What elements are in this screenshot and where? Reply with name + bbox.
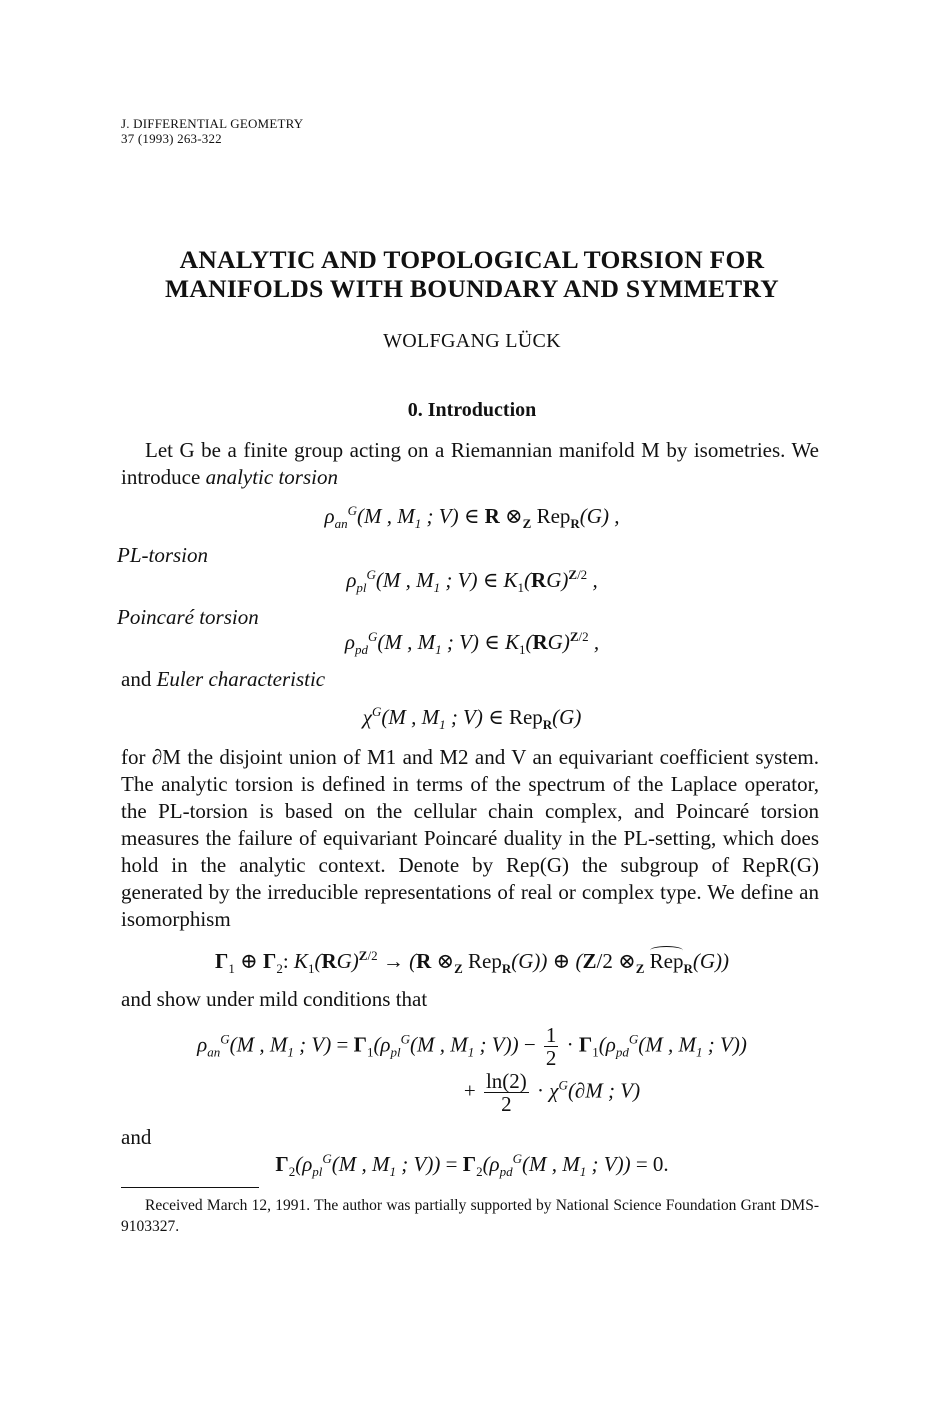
equation-main-formula-line-2: + $\frac{\ln(2)}{2}$ · $\chi^G(\partial M$ ; V) — [463, 1069, 641, 1116]
euler-characteristic-intro — [121, 666, 819, 693]
title-line-2: MANIFOLDS WITH BOUNDARY AND SYMMETRY — [165, 274, 779, 303]
equation-isomorphism: $\Gamma_1$ ⊕ $\Gamma_2$: $K_1(RG)^{Z/2} \to (R$ $\otimes_Z$ Rep$_R$(G)) ⊕ (Z/2 $\otimes_Z$ Rep$_R$(G)) — [214, 948, 730, 977]
euler-characteristic-term: Euler characteristic — [156, 667, 326, 691]
intro-paragraph-4: and — [121, 1125, 152, 1149]
analytic-torsion-term: analytic torsion — [205, 465, 338, 489]
equation-poincare-torsion: $\rho_{pd}^G(M$ , $M_1$ ; V) ∈ $K_1(RG)^{Z/2}$ , — [344, 629, 600, 658]
footnote: Received March 12, 1991. The author was partially supported by National Science Foundation Grant DMS-9103327. — [121, 1197, 819, 1235]
equation-euler-characteristic: $\chi^G(M$ , $M_1$ ; V) ∈ Rep$_R$(G) — [362, 704, 582, 733]
label-poincare-torsion: Poincaré torsion — [117, 605, 259, 629]
footnote-divider — [121, 1187, 259, 1188]
equation-main-formula-line-1: $\rho_{an}^G(M$ , $M_1$ ; $V) = \Gamma_1(\rho_{pl}^G(M$ , $M_1$ ; V)) − $\frac{1}{2}$ · $\Gamma_1(\rho_{pd}^G(M$ , $M_1$ ; V)) — [197, 1023, 747, 1070]
intro-paragraph-3: and show under mild conditions that — [121, 987, 428, 1011]
equation-pl-torsion: $\rho_{pl}^G(M$ , $M_1$ ; V) ∈ $K_1(RG)^{Z/2}$ , — [346, 567, 598, 596]
author-name: WOLFGANG LÜCK — [383, 330, 561, 352]
journal-header — [121, 116, 303, 146]
euler-lead: and — [121, 667, 152, 691]
title-line-1: ANALYTIC AND TOPOLOGICAL TORSION FOR — [179, 245, 765, 274]
equation-gamma-two-vanishing: $\Gamma_2(\rho_{pl}^G(M$ , $M_1$ ; $V)) = \Gamma_2(\rho_{pd}^G(M$ , $M_1$ ; V)) = 0. — [275, 1151, 669, 1180]
journal-volume: 37 (1993) 263-322 — [121, 131, 222, 146]
paper-title — [0, 245, 944, 303]
label-pl-torsion: PL-torsion — [117, 543, 209, 567]
journal-name: J. DIFFERENTIAL GEOMETRY — [121, 116, 304, 131]
intro-text: Let G be a finite group acting on a Riemannian manifold M by isometries. We introduce — [121, 438, 819, 489]
intro-paragraph-2: for ∂M the disjoint union of M1 and M2 and V an equivariant coefficient system. The analytic torsion is defined in terms of the spectrum of the Laplace operator, the PL-torsion is based on the cellular chain complex, and Poincaré torsion measures the failure of equivariant Poincaré duality in the PL-setting, which does hold in the analytic context. Denote by Rep(G) the subgroup of RepR(G) generated by the irreducible representations of real or complex type. We define an isomorphism — [121, 745, 819, 931]
section-heading: 0. Introduction — [407, 399, 537, 421]
intro-paragraph-1 — [121, 437, 819, 491]
equation-analytic-torsion: $\rho_{an}^G(M$ , $M_1$ ; V) ∈ R $\otimes_Z$ Rep$_R$(G) , — [324, 503, 620, 532]
